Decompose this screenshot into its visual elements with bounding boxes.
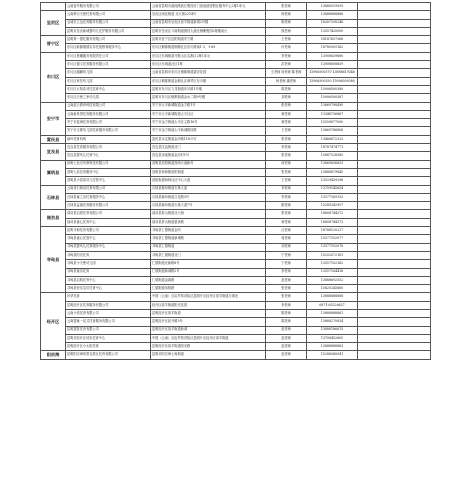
- phone-cell: 15906500350 15906500380: [307, 77, 358, 85]
- blank-cell: [358, 351, 431, 359]
- contact-cell: 陈老师: [266, 309, 307, 317]
- phone-cell: 13577102078: [307, 243, 358, 251]
- blank-cell: [358, 27, 431, 35]
- address-cell: 嵩明县杨林镇嵩阳街道: [151, 168, 266, 176]
- address-cell: 禄劝县屏山街道碧泉路: [151, 218, 266, 226]
- phone-cell: 13529439296: [307, 177, 358, 185]
- company-cell: 嵩明七色光幼教科技有限公司: [66, 160, 151, 168]
- district-cell: 经开区: [41, 293, 66, 351]
- table-row: [41, 334, 431, 342]
- table-row: [41, 44, 431, 52]
- district-cell: 呈贡区: [41, 11, 66, 36]
- table-row: [41, 119, 431, 127]
- contact-cell: 王老师: [266, 177, 307, 185]
- contact-cell: 张老师: [266, 135, 307, 143]
- district-cell: 富民县: [41, 135, 66, 143]
- contact-cell: 陈老师: [266, 85, 307, 93]
- table-row: [41, 168, 431, 176]
- address-cell: 安宁市金方街道太平新城团结路: [151, 127, 266, 135]
- table-row: [41, 235, 431, 243]
- table-row: [41, 260, 431, 268]
- address-cell: 石林县鹿阜街道石林大道7号: [151, 202, 266, 210]
- blank-cell: [358, 11, 431, 19]
- contact-cell: 陈老师: [266, 202, 307, 210]
- contact-cell: 陈老师: [266, 19, 307, 27]
- company-cell: 东川区晨曦服务有限责任公司: [66, 52, 151, 60]
- blank-cell: [358, 119, 431, 127]
- blank-cell: [358, 69, 431, 77]
- blank-cell: [358, 218, 431, 226]
- address-cell: 石林县鹿阜街道石林大道: [151, 185, 266, 193]
- phone-cell: 15906500380: [307, 85, 358, 93]
- blank-cell: [358, 144, 431, 152]
- address-cell: 宜良县汤池街道金沙村1号: [151, 152, 266, 160]
- phone-cell: 18788120227: [307, 227, 358, 235]
- address-cell: 昆明市阳宗海七甸街道: [151, 351, 266, 359]
- company-cell: 云南小美托育有限公司: [66, 309, 151, 317]
- blank-cell: [358, 227, 431, 235]
- company-cell: 寻甸县阳光托育: [66, 251, 151, 259]
- table-row: [41, 61, 431, 69]
- address-cell: 昆明市晋宁区昆阳街道安宁路: [151, 36, 266, 44]
- blank-cell: [358, 301, 431, 309]
- phone-cell: 18187657568: [307, 36, 358, 44]
- contact-cell: 周老师: [266, 235, 307, 243]
- blank-cell: [358, 251, 431, 259]
- phone-cell: 13888319559: [307, 3, 358, 11]
- table-row: [41, 243, 431, 251]
- phone-cell: 0871-63226627: [307, 301, 358, 309]
- company-cell: 宜良县托育服务有限公司: [66, 144, 151, 152]
- address-cell: 嵩明县嵩阳街道嵩明大道新村: [151, 160, 266, 168]
- table-row: [41, 301, 431, 309]
- blank-cell: [358, 94, 431, 102]
- contact-cell: 赵老师: [266, 343, 307, 351]
- address-cell: 东川区东城道社区1栋: [151, 61, 266, 69]
- address-cell: 昆明经开区经开路3号: [151, 318, 266, 326]
- table-row: [41, 309, 431, 317]
- company-cell: 东川区家托幼儿园: [66, 77, 151, 85]
- contact-cell: 李老师: [266, 301, 307, 309]
- blank-cell: [358, 61, 431, 69]
- contact-cell: 王老师: [266, 36, 307, 44]
- company-cell: 昆明市经开区幼乐托育中心: [66, 334, 151, 342]
- blank-cell: [358, 185, 431, 193]
- table-row: [41, 326, 431, 334]
- company-cell: 云南新易思托育服务有限公司: [66, 110, 151, 118]
- contact-cell: 杨老师 潘老师: [266, 77, 307, 85]
- table-row: [41, 85, 431, 93]
- address-cell: 中国（云南）自由贸易试验区昆明片区经开区洛羊街道: [151, 334, 266, 342]
- phone-cell: 13669798490: [307, 102, 358, 110]
- blank-cell: [358, 318, 431, 326]
- phone-cell: 13888270834: [307, 318, 358, 326]
- district-cell: 阳宗海: [41, 351, 66, 359]
- phone-cell: 13888888888: [307, 293, 358, 301]
- blank-cell: [358, 276, 431, 284]
- blank-cell: [358, 326, 431, 334]
- company-cell: 云南婴童一站式托育服务有限公司: [66, 318, 151, 326]
- company-cell: 寻甸县童乐托育: [66, 268, 151, 276]
- company-cell: 云南蓝天教育科技有限公司: [66, 102, 151, 110]
- address-cell: 东川区东城街道马鞍山区名都区2栋1单元: [151, 52, 266, 60]
- contact-cell: 赵老师: [266, 351, 307, 359]
- contact-cell: 张老师: [266, 102, 307, 110]
- phone-cell: 13888186613: [307, 326, 358, 334]
- table-row: [41, 210, 431, 218]
- table-row: [41, 227, 431, 235]
- phone-cell: 13669786806: [307, 127, 358, 135]
- contact-cell: 李老师: [266, 268, 307, 276]
- company-cell: 宜良县婴幼儿托育中心: [66, 152, 151, 160]
- district-cell: 寻甸县: [41, 227, 66, 293]
- phone-cell: 13708452605: [307, 334, 358, 342]
- company-cell: 寻甸县快乐宝贝托育中心: [66, 285, 151, 293]
- company-cell: 云南科尔天使托育有限公司: [66, 11, 151, 19]
- blank-cell: [358, 309, 431, 317]
- address-cell: 仁德街道金源路: [151, 276, 266, 284]
- blank-cell: [358, 77, 431, 85]
- blank-cell: [358, 334, 431, 342]
- phone-cell: 15285342957: [307, 202, 358, 210]
- contact-cell: 宁老师: [266, 260, 307, 268]
- table-row: [41, 193, 431, 201]
- table-row: [41, 185, 431, 193]
- address-cell: 安宁市太平新城街道太平社区: [151, 110, 266, 118]
- phone-cell: 18287108248: [307, 19, 358, 27]
- contact-cell: 杨老师: [266, 11, 307, 19]
- blank-cell: [358, 135, 431, 143]
- contact-cell: 张老师: [266, 3, 307, 11]
- phone-cell: 13557420000: [307, 27, 358, 35]
- address-cell: 禄劝县屏山街道北大街: [151, 210, 266, 218]
- blank-cell: [358, 202, 431, 210]
- address-cell: 云南省昆明市东川区铜都街道碧谷花园: [151, 69, 266, 77]
- address-cell: 昆明市呈贡区斗南街道团结大道北侧紫俊园2栋楼前台: [151, 27, 266, 35]
- address-cell: 昆明市东川区铜都街道金水二期9号楼: [151, 94, 266, 102]
- company-cell: 云南智华服务有限公司: [66, 3, 151, 11]
- address-cell: 中国（云南）自由贸易试验区昆明片区经开区洛羊街道办事处: [151, 293, 266, 301]
- phone-cell: 13888888883: [307, 343, 358, 351]
- phone-cell: 18787474771: [307, 144, 358, 152]
- address-cell: 云南省昆明市呈贡区洛羊街道新城2号楼: [151, 19, 266, 27]
- contact-cell: 李老师: [266, 193, 307, 201]
- company-cell: 石林县童之乐托育服务中心: [66, 193, 151, 201]
- table-row: [41, 69, 431, 77]
- contact-cell: 刘老师: [266, 94, 307, 102]
- childcare-directory-table: [40, 2, 431, 360]
- blank-cell: [358, 210, 431, 218]
- company-cell: 寻甸县婴幼儿托育服务中心: [66, 243, 151, 251]
- address-cell: 寻甸县仁德街道新城路: [151, 235, 266, 243]
- blank-cell: [358, 44, 431, 52]
- phone-cell: 13888888888: [307, 11, 358, 19]
- blank-cell: [358, 293, 431, 301]
- address-cell: 寻甸县仁德街道: [151, 243, 266, 251]
- company-cell: 禄劝县启蒙托育有限公司: [66, 210, 151, 218]
- table-row: [41, 11, 431, 19]
- blank-cell: [358, 36, 431, 44]
- table-row: [41, 3, 431, 11]
- address-cell: 宜良县匡远街道北门: [151, 144, 266, 152]
- address-cell: 仁德街道北新路8号: [151, 260, 266, 268]
- company-cell: 东川区德义托育服务有限公司: [66, 61, 151, 69]
- company-cell: 昆明婴智托育有限公司: [66, 326, 151, 334]
- contact-cell: 李老师: [266, 185, 307, 193]
- table-row: [41, 94, 431, 102]
- table-row: [41, 102, 431, 110]
- blank-cell: [358, 102, 431, 110]
- blank-cell: [358, 243, 431, 251]
- table-row: [41, 268, 431, 276]
- address-cell: 寻甸县仁德街道北门: [151, 251, 266, 259]
- company-cell: 寻甸县童心托管中心: [66, 235, 151, 243]
- contact-cell: 黄老师: [266, 119, 307, 127]
- company-cell: 东川区湖鹏幼儿园: [66, 69, 151, 77]
- phone-cell: 15288368941: [307, 351, 358, 359]
- address-cell: 经开区洛羊街道阳光花园: [151, 301, 266, 309]
- address-cell: 昆明市东川区九龙街道东川路1号楼: [151, 85, 266, 93]
- table-row: [41, 152, 431, 160]
- phone-cell: 13908808859: [307, 61, 358, 69]
- phone-cell: 15820245660: [307, 285, 358, 293]
- table-row: [41, 318, 431, 326]
- district-cell: 安宁市: [41, 102, 66, 135]
- phone-cell: 13348756867: [307, 110, 358, 118]
- district-cell: 禄劝县: [41, 210, 66, 227]
- company-cell: 寻甸县小天使幼儿园: [66, 260, 151, 268]
- company-cell: 昆明经开区小太阳托育: [66, 343, 151, 351]
- phone-cell: 18808744372: [307, 210, 358, 218]
- company-cell: 昆明寻甸托育有限公司: [66, 227, 151, 235]
- blank-cell: [358, 3, 431, 11]
- phone-cell: 13888692552: [307, 276, 358, 284]
- contact-cell: 李老师: [266, 144, 307, 152]
- table-row: [41, 160, 431, 168]
- blank-cell: [358, 52, 431, 60]
- table-row: [41, 251, 431, 259]
- address-cell: 昆明经开区洛羊街道新城: [151, 326, 266, 334]
- table-row: [41, 36, 431, 44]
- blank-cell: [358, 193, 431, 201]
- district-cell: [41, 3, 66, 11]
- company-cell: 昆明第一婴托服务有限公司: [66, 36, 151, 44]
- phone-cell: 15906500387: [307, 94, 358, 102]
- address-cell: 呈贡区雨花街道 北大街2214号: [151, 11, 266, 19]
- table-row: [41, 351, 431, 359]
- phone-cell: 18808744373: [307, 218, 358, 226]
- table-row: [41, 27, 431, 35]
- table-row: [41, 135, 431, 143]
- table-row: [41, 293, 431, 301]
- phone-cell: 13466872323: [307, 135, 358, 143]
- phone-cell: 15559677000: [307, 119, 358, 127]
- contact-cell: 赵老师: [266, 276, 307, 284]
- district-cell: 石林县: [41, 185, 66, 210]
- contact-cell: 黄老师: [266, 218, 307, 226]
- contact-cell: 何老师: [266, 160, 307, 168]
- address-cell: 安宁市金方街道太平区主路16号: [151, 119, 266, 127]
- company-cell: 禄劝县童心托育中心: [66, 218, 151, 226]
- company-cell: 石林县益童托育服务有限公司: [66, 202, 151, 210]
- phone-cell: 18780505162: [307, 44, 358, 52]
- contact-cell: 刘老师: [266, 243, 307, 251]
- table-row: [41, 202, 431, 210]
- phone-cell: 13888879845: [307, 168, 358, 176]
- phone-cell: 13759145654: [307, 185, 358, 193]
- phone-cell: 13888888861: [307, 309, 358, 317]
- company-cell: 好孕托育: [66, 293, 151, 301]
- table-row: [41, 144, 431, 152]
- blank-cell: [358, 268, 431, 276]
- contact-cell: 李老师: [266, 52, 307, 60]
- phone-cell: 15906500370 13888619348: [307, 69, 358, 77]
- company-cell: 寻甸县启航托育中心: [66, 276, 151, 284]
- contact-cell: 黄老师: [266, 110, 307, 118]
- company-cell: 昆明经开区托育服务有限公司: [66, 301, 151, 309]
- contact-cell: 熊老师: [266, 27, 307, 35]
- table-row: [41, 19, 431, 27]
- phone-cell: 15202072161: [307, 251, 358, 259]
- company-cell: 云南省石林县托育有限公司: [66, 185, 151, 193]
- blank-cell: [358, 285, 431, 293]
- contact-cell: 洪老师: [266, 61, 307, 69]
- company-cell: 东川区新静德德实务托班教育服务中心: [66, 44, 151, 52]
- address-cell: 东川区铜都街道金鼎社区商贸区东川镇: [151, 77, 266, 85]
- company-cell: 昆明市呈贡新城婴幼儿托护服务有限公司: [66, 27, 151, 35]
- address-cell: 东川区铜都街道铜鼎社区东川路南1-3、1-69: [151, 44, 266, 52]
- table-row: [41, 276, 431, 284]
- address-cell: 昆明经开区洛羊街道阳光路: [151, 343, 266, 351]
- address-cell: 石林县鹿阜街道文化路3号: [151, 193, 266, 201]
- table-row: [41, 177, 431, 185]
- table-body: [41, 3, 431, 360]
- phone-cell: 13908839880: [307, 52, 358, 60]
- address-cell: 富民县永定街道金沙路118-1号: [151, 135, 266, 143]
- district-cell: 嵩明县: [41, 160, 66, 185]
- table-row: [41, 127, 431, 135]
- phone-cell: 13557164416: [307, 268, 358, 276]
- blank-cell: [358, 235, 431, 243]
- phone-cell: 13557102162: [307, 260, 358, 268]
- phone-cell: 13577169133: [307, 193, 358, 201]
- contact-cell: 张老师: [266, 293, 307, 301]
- table-row: [41, 52, 431, 60]
- district-cell: 晋宁区: [41, 36, 66, 53]
- address-cell: 安宁市太平新城街道金方路1号: [151, 102, 266, 110]
- contact-cell: 王老师: [266, 127, 307, 135]
- company-cell: 嵩明七彩托育服务中心: [66, 168, 151, 176]
- address-cell: 寻甸县仁德街道金所: [151, 227, 266, 235]
- blank-cell: [358, 19, 431, 27]
- blank-cell: [358, 260, 431, 268]
- company-cell: 昆明阳宗海风景名胜区托育有限公司: [66, 351, 151, 359]
- contact-cell: 张老师: [266, 285, 307, 293]
- blank-cell: [358, 152, 431, 160]
- contact-cell: 赵老师: [266, 326, 307, 334]
- contact-cell: 王老师 杨老师 陈老师: [266, 69, 307, 77]
- district-cell: 东川区: [41, 52, 66, 102]
- blank-cell: [358, 127, 431, 135]
- district-cell: 宜良县: [41, 144, 66, 161]
- table-row: [41, 110, 431, 118]
- blank-cell: [358, 168, 431, 176]
- table-row: [41, 285, 431, 293]
- blank-cell: [358, 177, 431, 185]
- company-cell: 安宁市蓝海托育有限公司: [66, 119, 151, 127]
- company-cell: 嵩明县小星星幼儿托管中心: [66, 177, 151, 185]
- address-cell: 昆明经开区洛羊街道: [151, 309, 266, 317]
- address-cell: 嵩阳街道杨林社区中心大道: [151, 177, 266, 185]
- table-row: [41, 77, 431, 85]
- contact-cell: 张老师: [266, 210, 307, 218]
- company-cell: 绿叶托育机构: [66, 135, 151, 143]
- company-cell: 东川区太阳花幼托托育中心: [66, 85, 151, 93]
- blank-cell: [358, 343, 431, 351]
- contact-cell: 张老师: [266, 168, 307, 176]
- table-row: [41, 218, 431, 226]
- blank-cell: [358, 110, 431, 118]
- company-cell: 东川区天使之家幼儿园: [66, 94, 151, 102]
- contact-cell: 陈老师: [266, 318, 307, 326]
- phone-cell: 15577102077: [307, 235, 358, 243]
- company-cell: 安宁市玉都幼儿园托育服务有限公司: [66, 127, 151, 135]
- company-cell: 宝城市立达托育服务有限公司: [66, 19, 151, 27]
- address-cell: 云南省昆明市滇池路滨江俊园北门滨池滨度假区服务中心2栋1单元: [151, 3, 266, 11]
- blank-cell: [358, 160, 431, 168]
- contact-cell: 张老师: [266, 152, 307, 160]
- phone-cell: 13669836653: [307, 160, 358, 168]
- contact-cell: 宁老师: [266, 251, 307, 259]
- contact-cell: 付老师: [266, 44, 307, 52]
- table-row: [41, 343, 431, 351]
- contact-cell: 赵老师: [266, 334, 307, 342]
- address-cell: 仁德街道新城路2号: [151, 268, 266, 276]
- blank-cell: [358, 85, 431, 93]
- address-cell: 仁德街道凤梧路: [151, 285, 266, 293]
- contact-cell: 汪老师: [266, 227, 307, 235]
- phone-cell: 15887128585: [307, 152, 358, 160]
